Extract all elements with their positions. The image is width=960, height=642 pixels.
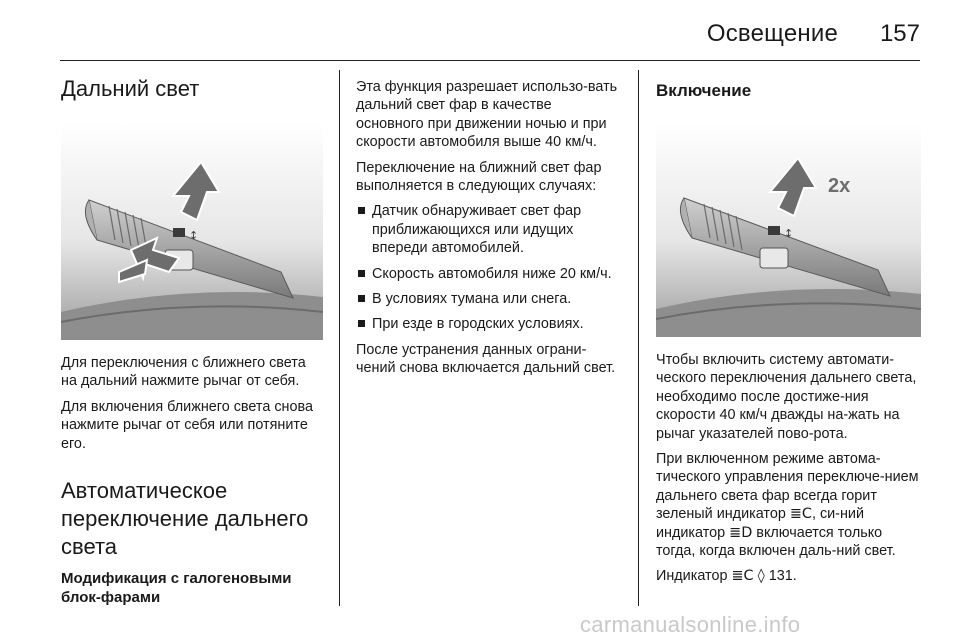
lever-push-illustration <box>61 122 323 340</box>
bullet-icon <box>358 207 365 214</box>
paragraph-after-restrictions: После устранения данных ограни-чений снова включается дальний свет. <box>356 341 616 377</box>
watermark: carmanualsonline.info <box>580 612 801 637</box>
paragraph-indicator-info: При включенном режиме автома-тического управления переключе-нием дальнего света фар всегда горит зеленый индикатор ≣Ⅽ, си-ний индикатор ≣D включается только тогда, когда включен даль-ний свет. <box>656 451 919 560</box>
svg-text:↕: ↕ <box>189 229 199 242</box>
list-item: В условиях тумана или снега. <box>356 290 621 308</box>
press-count-label: 2x <box>828 175 851 197</box>
column-divider-2 <box>638 70 639 606</box>
bullet-icon <box>358 270 365 277</box>
paragraph-switch-to-high: Для переключения с ближнего света на дальний нажмите рычаг от себя. <box>61 355 306 390</box>
list-item: Датчик обнаруживает свет фар приближающихся или идущих впереди автомобилей. <box>356 202 621 257</box>
column-2 <box>356 78 621 385</box>
bullet-icon <box>358 295 365 302</box>
conditions-list <box>356 202 621 333</box>
heading-high-beam: Дальний свет <box>61 76 200 101</box>
page-number: 157 <box>879 20 920 47</box>
paragraph-function-desc: Эта функция разрешает использо-вать дальний свет фар в качестве основного при движении ночью и при скорости автомобиля выше 40 км/ч. <box>356 79 618 151</box>
heading-auto-high-beam: Автоматическое переключение дальнего света <box>61 478 309 560</box>
heading-activation: Включение <box>656 81 752 100</box>
paragraph-switch-to-low: Для включения ближнего света снова нажмите рычаг от себя или потяните его. <box>61 398 313 452</box>
header-divider <box>60 60 920 61</box>
page-reference-icon: ◊ <box>757 568 765 585</box>
lever-double-push-illustration <box>656 124 921 337</box>
column-divider-1 <box>339 70 340 606</box>
column-1 <box>61 72 323 607</box>
page-header <box>0 0 960 62</box>
auto-high-beam-indicator-icon: ≣Ⅽ <box>789 506 812 523</box>
paragraph-how-to-enable: Чтобы включить систему автомати-ческого переключения дальнего света, необходимо после достиже-ния скорости 40 км/ч дважды на-жать на рычаг указателей пово-рота. <box>656 352 917 442</box>
svg-text:↕: ↕ <box>784 227 794 240</box>
section-title: Освещение <box>706 20 838 47</box>
paragraph-switch-cases: Переключение на ближний свет фар выполняется в следующих случаях: <box>356 159 602 195</box>
list-item: При езде в городских условиях. <box>356 315 621 333</box>
auto-high-beam-indicator-icon: ≣Ⅽ <box>731 568 754 585</box>
paragraph-indicator-ref: Индикатор ≣Ⅽ ◊ 131. <box>656 568 797 585</box>
high-beam-indicator-icon: ≣D <box>729 524 753 541</box>
list-item: Скорость автомобиля ниже 20 км/ч. <box>356 265 621 283</box>
subheading-halogen: Модификация с галогеновыми блок-фарами <box>61 570 292 607</box>
bullet-icon <box>358 320 365 327</box>
column-3 <box>656 72 921 593</box>
